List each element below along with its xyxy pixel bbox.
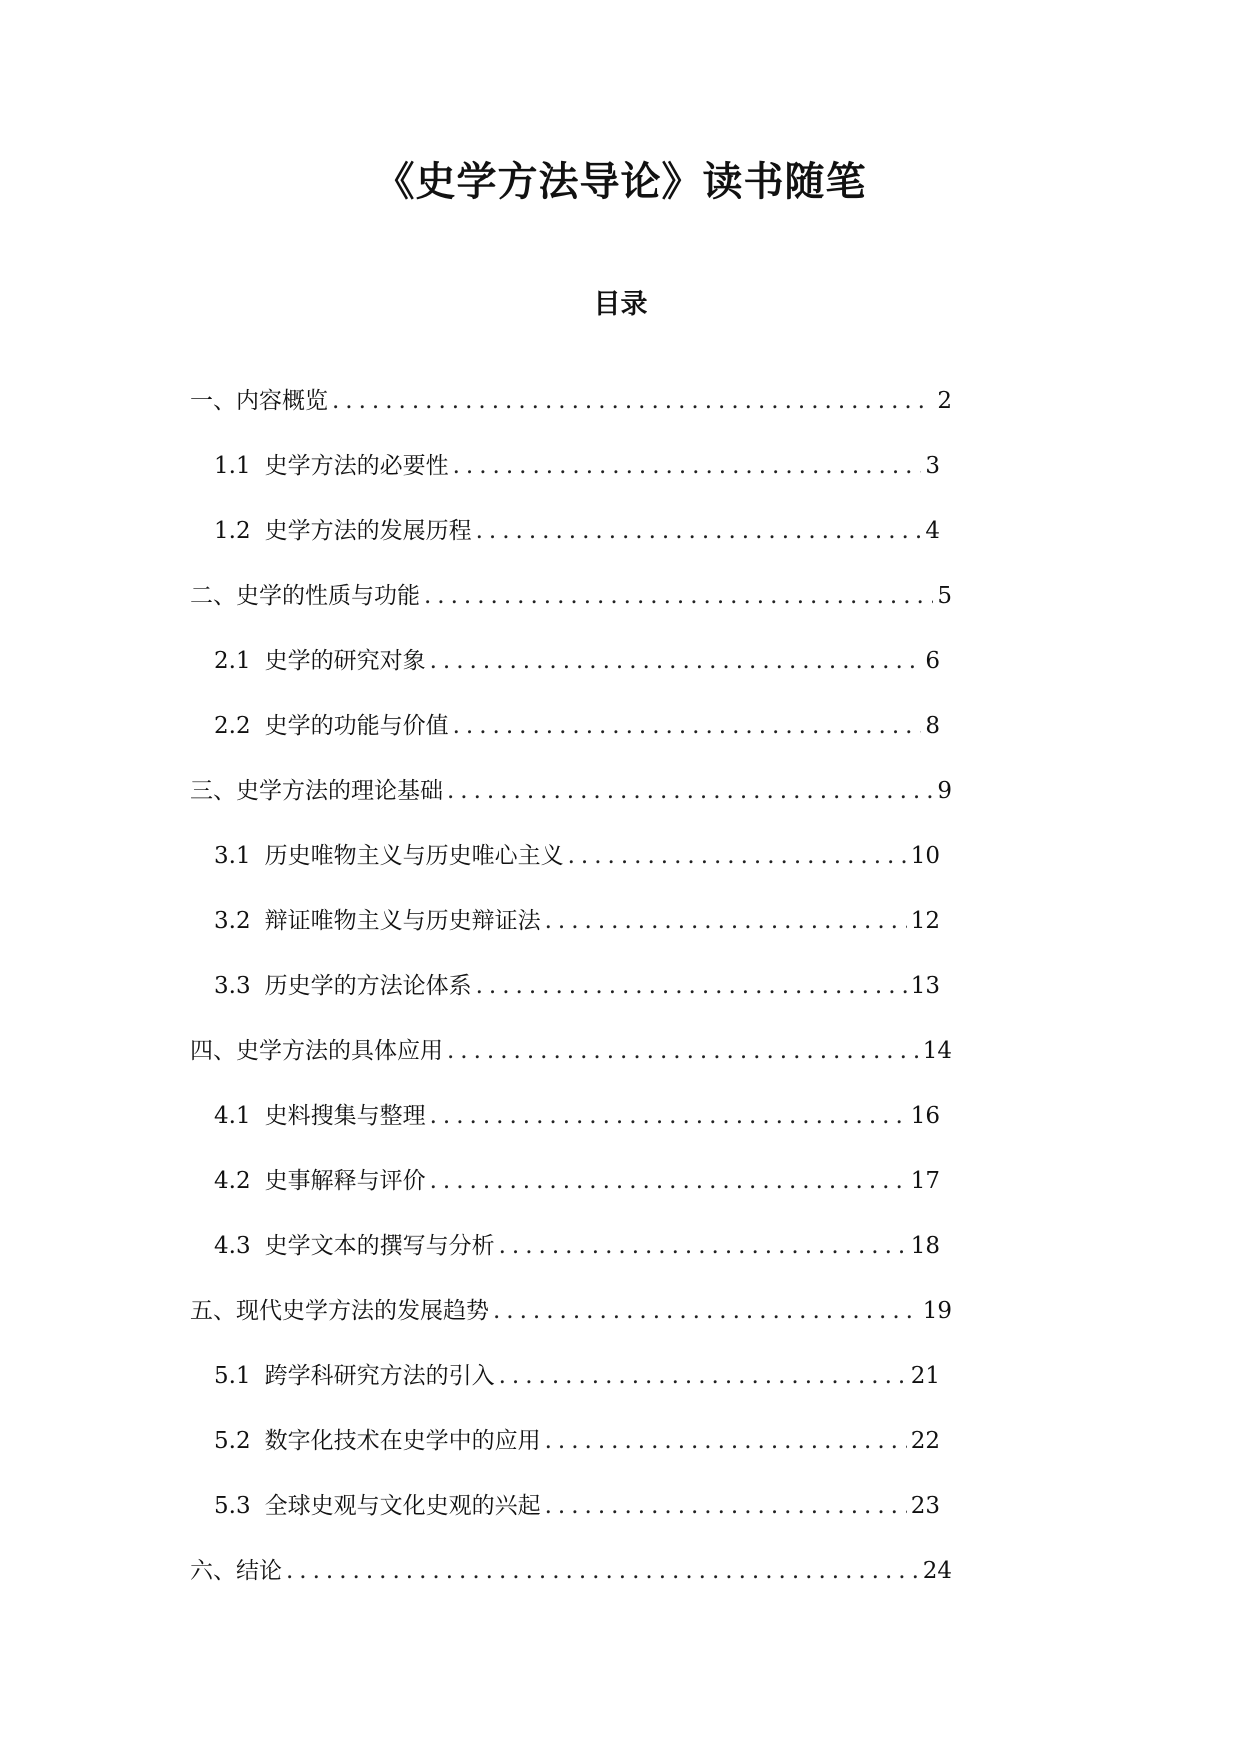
toc-entry-page: 22 xyxy=(910,1428,940,1454)
toc-entry[interactable] xyxy=(214,841,940,871)
toc-dot-leader xyxy=(499,1361,907,1391)
toc-entry[interactable] xyxy=(214,1101,940,1131)
toc-entry-page: 24 xyxy=(922,1558,952,1584)
toc-entry-page: 6 xyxy=(925,648,940,674)
toc-entry-page: 13 xyxy=(910,973,940,999)
toc-entry-number: 1.2 xyxy=(214,518,251,544)
toc-dot-leader xyxy=(286,1556,919,1586)
toc-dot-leader xyxy=(545,906,907,936)
toc-entry-number: 5.2 xyxy=(214,1428,251,1454)
toc-entry-page: 10 xyxy=(910,843,940,869)
toc-entry-page: 21 xyxy=(910,1363,940,1389)
toc-entry[interactable] xyxy=(214,906,940,936)
toc-entry-title: 一、内容概览 xyxy=(190,388,328,414)
document-title: 《史学方法导论》读书随笔 xyxy=(374,158,867,205)
toc-entry[interactable] xyxy=(214,516,940,546)
toc-entry[interactable] xyxy=(214,1231,940,1261)
toc-dot-leader xyxy=(424,581,933,611)
toc-entry-number: 3.1 xyxy=(214,843,251,869)
toc-entry-number: 5.1 xyxy=(214,1363,251,1389)
toc-dot-leader xyxy=(476,516,922,546)
toc-entry-number: 3.3 xyxy=(214,973,251,999)
toc-dot-leader xyxy=(545,1491,907,1521)
toc-entry-title: 三、史学方法的理论基础 xyxy=(190,778,443,804)
toc-entry[interactable] xyxy=(190,776,952,806)
toc-entry-title: 史事解释与评价 xyxy=(264,1168,426,1194)
toc-entry-page: 12 xyxy=(910,908,940,934)
toc-entry-page: 8 xyxy=(925,713,940,739)
toc-entry-title: 二、史学的性质与功能 xyxy=(190,583,420,609)
toc-entry-title: 五、现代史学方法的发展趋势 xyxy=(190,1298,489,1324)
toc-dot-leader xyxy=(545,1426,907,1456)
toc-entry-title: 历史唯物主义与历史唯心主义 xyxy=(264,843,564,869)
toc-entry-title: 史学方法的必要性 xyxy=(264,453,449,479)
toc-entry-page: 5 xyxy=(937,583,952,609)
toc-entry-title: 辩证唯物主义与历史辩证法 xyxy=(264,908,541,934)
toc-dot-leader xyxy=(430,1101,907,1131)
toc-entry-number: 4.1 xyxy=(214,1103,251,1129)
toc-entry-page: 18 xyxy=(910,1233,940,1259)
toc-entry-number: 1.1 xyxy=(214,453,251,479)
toc-entry-page: 2 xyxy=(937,388,952,414)
toc-dot-leader xyxy=(430,646,922,676)
toc-dot-leader xyxy=(447,1036,919,1066)
toc-entry[interactable] xyxy=(214,1361,940,1391)
toc-entry[interactable] xyxy=(214,1491,940,1521)
toc-entry-page: 17 xyxy=(910,1168,940,1194)
toc-dot-leader xyxy=(332,386,933,416)
toc-entry-page: 4 xyxy=(925,518,940,544)
toc-entry[interactable] xyxy=(214,971,940,1001)
toc-entry-title: 跨学科研究方法的引入 xyxy=(264,1363,495,1389)
toc-entry[interactable] xyxy=(190,1036,952,1066)
toc-entry-title: 历史学的方法论体系 xyxy=(264,973,472,999)
toc-entry-title: 四、史学方法的具体应用 xyxy=(190,1038,443,1064)
toc-entry-page: 3 xyxy=(925,453,940,479)
toc-entry-title: 史学的研究对象 xyxy=(264,648,426,674)
toc-entry-title: 数字化技术在史学中的应用 xyxy=(264,1428,541,1454)
toc-heading: 目录 xyxy=(593,289,648,320)
toc-entry-number: 4.3 xyxy=(214,1233,251,1259)
toc-entry-number: 2.1 xyxy=(214,648,251,674)
toc-entry-page: 16 xyxy=(910,1103,940,1129)
toc-entry[interactable] xyxy=(214,1426,940,1456)
toc-entry-title: 史料搜集与整理 xyxy=(264,1103,426,1129)
toc-entry[interactable] xyxy=(214,646,940,676)
toc-entry-title: 史学方法的发展历程 xyxy=(264,518,472,544)
toc-dot-leader xyxy=(430,1166,907,1196)
toc-entry[interactable] xyxy=(190,1296,952,1326)
toc-entry-title: 史学的功能与价值 xyxy=(264,713,449,739)
toc-entry-page: 19 xyxy=(922,1298,952,1324)
toc-dot-leader xyxy=(476,971,907,1001)
toc-dot-leader xyxy=(453,451,922,481)
toc-dot-leader xyxy=(568,841,907,871)
toc-entry[interactable] xyxy=(190,1556,952,1586)
toc-entry-number: 5.3 xyxy=(214,1493,251,1519)
toc-entry-page: 9 xyxy=(937,778,952,804)
toc-dot-leader xyxy=(447,776,933,806)
toc-entry[interactable] xyxy=(214,1166,940,1196)
toc-entry-number: 4.2 xyxy=(214,1168,251,1194)
toc-entry[interactable] xyxy=(214,711,940,741)
toc-entry-number: 2.2 xyxy=(214,713,251,739)
toc-dot-leader xyxy=(453,711,922,741)
toc-dot-leader xyxy=(499,1231,907,1261)
toc-entry-title: 全球史观与文化史观的兴起 xyxy=(264,1493,541,1519)
toc-entry[interactable] xyxy=(190,581,952,611)
toc-entry-title: 史学文本的撰写与分析 xyxy=(264,1233,495,1259)
toc-entry-title: 六、结论 xyxy=(190,1558,282,1584)
toc-entry[interactable] xyxy=(190,386,952,416)
toc-entry-number: 3.2 xyxy=(214,908,251,934)
toc-entry[interactable] xyxy=(214,451,940,481)
toc-entry-page: 14 xyxy=(922,1038,952,1064)
toc-dot-leader xyxy=(493,1296,919,1326)
toc-entry-page: 23 xyxy=(910,1493,940,1519)
